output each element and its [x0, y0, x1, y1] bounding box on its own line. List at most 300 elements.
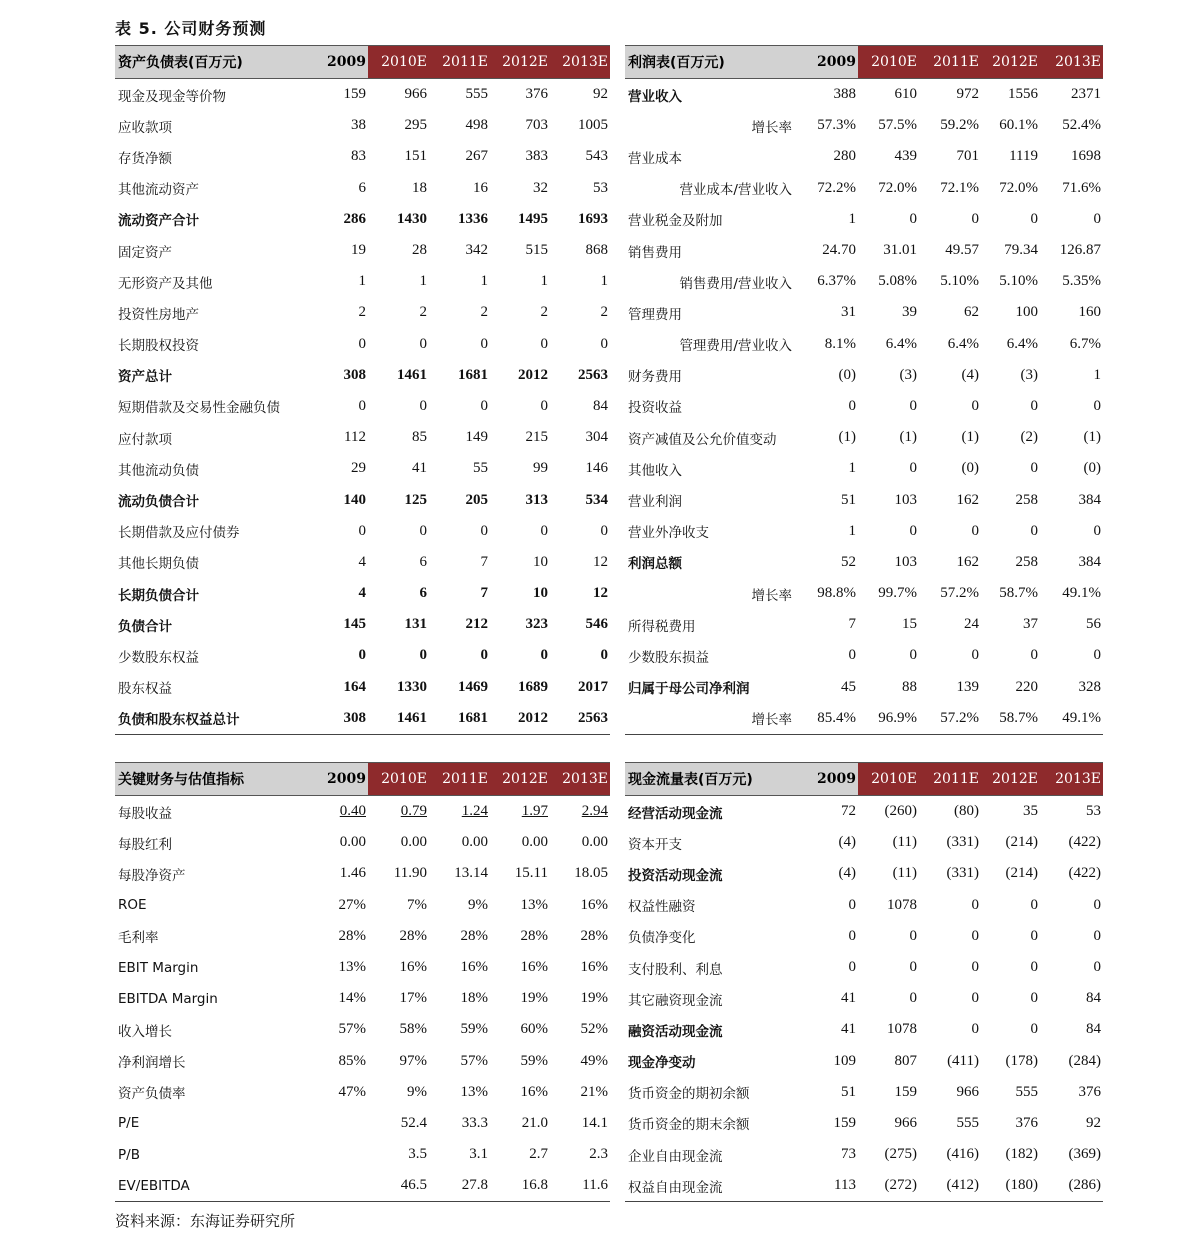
cell-text: 18% — [460, 990, 488, 1007]
cell-value — [368, 796, 429, 828]
cell-value — [305, 110, 368, 141]
cell-text: 5.10% — [999, 273, 1038, 290]
cell-value — [796, 827, 858, 858]
cell-text: 29 — [351, 460, 366, 477]
cell-text: 555 — [1015, 1083, 1038, 1100]
cell-text: 1698 — [1071, 148, 1101, 165]
cell-text: 6.4% — [885, 335, 917, 352]
cell-text: 972 — [956, 86, 979, 103]
row-label: 长期股权投资 — [118, 338, 199, 355]
cell-value — [305, 827, 368, 858]
cell-text: 38 — [351, 117, 366, 134]
cell-text: 1495 — [518, 210, 548, 227]
row-label: 归属于母公司净利润 — [628, 681, 750, 698]
cell-text: 28 — [412, 242, 427, 259]
cell-value — [981, 516, 1040, 547]
cell-text: 6.7% — [1069, 335, 1101, 352]
cell-value — [1040, 204, 1103, 235]
cell-value — [1040, 297, 1103, 328]
cell-text: 41 — [412, 460, 427, 477]
cell-text: 79.34 — [1004, 242, 1038, 259]
cell-value — [981, 983, 1040, 1014]
row-label: 资本开支 — [628, 836, 682, 853]
cell-value — [858, 703, 919, 735]
column-header-title: 资产负债表(百万元) — [115, 46, 305, 79]
column-header-year: 2012E — [490, 46, 550, 79]
cell-text: 19 — [351, 242, 366, 259]
table-row — [115, 547, 610, 578]
cell-value — [1040, 110, 1103, 141]
column-header-year: 2013E — [1040, 763, 1103, 796]
cell-text: 164 — [343, 678, 366, 695]
cell-text: (1) — [961, 429, 979, 446]
cell-text: 0 — [1093, 522, 1101, 539]
table-row — [115, 858, 610, 889]
cell-text: 15 — [902, 616, 917, 633]
cell-text: 0 — [1093, 927, 1101, 944]
cell-value — [429, 890, 490, 921]
cell-value — [490, 640, 550, 671]
table-row — [115, 921, 610, 952]
cell-text: 304 — [585, 429, 608, 446]
cell-text: (3) — [899, 366, 917, 383]
cell-value — [1040, 1014, 1103, 1045]
cell-value — [796, 1108, 858, 1139]
cell-text: 1689 — [518, 678, 548, 695]
cell-text: 51 — [841, 491, 856, 508]
cell-value — [429, 1108, 490, 1139]
column-header-year: 2009 — [796, 46, 858, 79]
cell-value — [490, 1077, 550, 1108]
column-header-year: 2013E — [550, 763, 610, 796]
cell-text: 0 — [848, 647, 856, 664]
cell-value — [1040, 329, 1103, 360]
cell-text: 0 — [848, 896, 856, 913]
row-label: 所得税费用 — [628, 618, 696, 635]
cell-value — [1040, 484, 1103, 515]
cell-value — [981, 1108, 1040, 1139]
cell-value — [796, 422, 858, 453]
cell-text: 6.37% — [817, 273, 856, 290]
cell-text: 49.1% — [1062, 709, 1101, 726]
cell-text: 10 — [533, 553, 548, 570]
cell-text: 0 — [1030, 210, 1038, 227]
cell-text: 71.6% — [1062, 179, 1101, 196]
cell-text: 11.90 — [393, 865, 427, 882]
cell-value — [305, 1014, 368, 1045]
cell-value — [796, 79, 858, 111]
cell-text: 0.40 — [339, 803, 366, 820]
cell-text: 388 — [833, 86, 856, 103]
cell-value — [429, 235, 490, 266]
cell-text: 0 — [909, 990, 917, 1007]
cell-value — [368, 1046, 429, 1077]
row-label: EBITDA Margin — [118, 990, 218, 1007]
cell-text: 2 — [540, 304, 548, 321]
cell-value — [858, 173, 919, 204]
cell-value — [1040, 79, 1103, 111]
cell-value — [550, 297, 610, 328]
cell-text: (275) — [884, 1146, 917, 1163]
row-label: 增长率 — [751, 119, 792, 136]
cell-text: 16 — [473, 179, 488, 196]
cell-text: (260) — [884, 803, 917, 820]
cell-text: 17% — [399, 990, 427, 1007]
cell-text: 85% — [338, 1052, 366, 1069]
cell-value — [550, 235, 610, 266]
cell-value — [981, 858, 1040, 889]
cell-text: (80) — [954, 803, 979, 820]
row-label: 管理费用 — [628, 306, 682, 323]
cell-text: 160 — [1078, 304, 1101, 321]
cell-text: 2012 — [518, 366, 548, 383]
cell-text: 27.8 — [461, 1177, 488, 1194]
table-row — [115, 110, 610, 141]
cell-value — [1040, 703, 1103, 735]
cell-value — [490, 609, 550, 640]
column-header-year: 2012E — [981, 763, 1040, 796]
cell-value — [1040, 578, 1103, 609]
cell-value — [981, 266, 1040, 297]
cell-text: 376 — [1078, 1083, 1101, 1100]
cell-value — [919, 703, 981, 735]
cell-value — [368, 1077, 429, 1108]
row-label: 营业税金及附加 — [628, 213, 723, 230]
cell-text: 88 — [902, 678, 917, 695]
table-row — [625, 297, 1103, 328]
cell-text: 1078 — [887, 1021, 917, 1038]
cell-value — [368, 79, 429, 111]
table-row — [625, 858, 1103, 889]
cell-text: 703 — [525, 117, 548, 134]
cell-text: 9% — [468, 896, 488, 913]
cell-text: 45 — [841, 678, 856, 695]
cell-value — [490, 1108, 550, 1139]
cell-text: 113 — [834, 1177, 856, 1194]
row-label: 财务费用 — [628, 369, 682, 386]
cell-value — [305, 1077, 368, 1108]
cell-value — [796, 796, 858, 828]
row-label: 融资活动现金流 — [628, 1023, 723, 1040]
cell-value — [550, 141, 610, 172]
cell-value — [858, 266, 919, 297]
row-label: P/E — [118, 1115, 140, 1132]
cell-value — [368, 609, 429, 640]
cell-text: (412) — [946, 1177, 979, 1194]
cell-value — [1040, 983, 1103, 1014]
cell-text: 868 — [585, 242, 608, 259]
cell-text: 85 — [412, 429, 427, 446]
cell-value — [1040, 1108, 1103, 1139]
cell-value — [305, 484, 368, 515]
cell-text: 16% — [580, 896, 608, 913]
cell-text: 32 — [533, 179, 548, 196]
row-label: 每股红利 — [118, 836, 172, 853]
cell-value — [796, 640, 858, 671]
cell-text: 0 — [848, 397, 856, 414]
cell-text: 18 — [412, 179, 427, 196]
table-row — [115, 827, 610, 858]
cell-value — [858, 453, 919, 484]
cell-value — [429, 297, 490, 328]
cell-value — [429, 796, 490, 828]
row-label: 管理费用/营业收入 — [679, 338, 792, 355]
cell-value — [981, 79, 1040, 111]
cell-value — [919, 266, 981, 297]
cell-text: 0 — [909, 210, 917, 227]
cell-value — [858, 360, 919, 391]
cell-value — [305, 360, 368, 391]
cell-value — [550, 79, 610, 111]
row-label: 资产减值及公允价值变动 — [628, 431, 777, 448]
cell-text: 0 — [600, 647, 608, 664]
cell-text: 1 — [848, 210, 856, 227]
cell-text: 215 — [525, 429, 548, 446]
cell-value — [981, 235, 1040, 266]
cell-text: 13% — [520, 896, 548, 913]
table-row — [625, 453, 1103, 484]
cell-value — [490, 952, 550, 983]
cell-text: 15.11 — [514, 865, 548, 882]
row-label: 权益性融资 — [628, 899, 696, 916]
cell-text: 109 — [833, 1052, 856, 1069]
cell-value — [429, 921, 490, 952]
cell-value — [550, 672, 610, 703]
cell-value — [1040, 952, 1103, 983]
cell-value — [490, 1014, 550, 1045]
cell-text: 0 — [1093, 896, 1101, 913]
cell-value — [490, 391, 550, 422]
cell-text: 0 — [1030, 1021, 1038, 1038]
cell-text: 84 — [1086, 1021, 1101, 1038]
cell-value — [858, 297, 919, 328]
cell-value — [490, 484, 550, 515]
cell-value — [981, 297, 1040, 328]
cell-value — [1040, 827, 1103, 858]
cell-text: 701 — [956, 148, 979, 165]
cell-text: 53 — [593, 179, 608, 196]
cell-value — [490, 1170, 550, 1202]
cell-value — [305, 453, 368, 484]
cell-value — [858, 1046, 919, 1077]
cell-value — [550, 952, 610, 983]
cell-value — [919, 827, 981, 858]
cell-text: 546 — [585, 616, 608, 633]
cell-text: 92 — [593, 86, 608, 103]
cell-value — [919, 453, 981, 484]
table-row — [625, 484, 1103, 515]
cell-value — [796, 329, 858, 360]
cell-text: 0 — [419, 647, 427, 664]
table-row — [115, 1170, 610, 1202]
cell-value — [858, 422, 919, 453]
cell-text: 0 — [540, 647, 548, 664]
cell-value — [305, 79, 368, 111]
cell-value — [429, 329, 490, 360]
cell-value — [796, 1139, 858, 1170]
cell-value — [1040, 1139, 1103, 1170]
cell-value — [305, 266, 368, 297]
cell-value — [490, 796, 550, 828]
table-row — [625, 609, 1103, 640]
cell-value — [429, 578, 490, 609]
cell-value — [858, 391, 919, 422]
cell-value — [981, 1077, 1040, 1108]
table-row — [625, 983, 1103, 1014]
cell-value — [368, 453, 429, 484]
cell-value — [981, 360, 1040, 391]
cell-text: 151 — [404, 148, 427, 165]
cell-value — [919, 484, 981, 515]
cell-text: 1 — [600, 273, 608, 290]
cell-value — [490, 890, 550, 921]
cell-text: 7 — [848, 616, 856, 633]
cell-text: 8.1% — [824, 335, 856, 352]
row-label: 货币资金的期初余额 — [628, 1086, 750, 1103]
cell-value — [550, 827, 610, 858]
cell-value — [796, 1077, 858, 1108]
cell-text: 0 — [971, 210, 979, 227]
cell-value — [490, 422, 550, 453]
row-label: 固定资产 — [118, 244, 172, 261]
cell-value — [368, 204, 429, 235]
cell-text: 342 — [465, 242, 488, 259]
cell-text: 2012 — [518, 709, 548, 726]
cell-value — [305, 921, 368, 952]
cell-value — [305, 1170, 368, 1202]
cell-text: 58.7% — [999, 709, 1038, 726]
cell-text: 49.1% — [1062, 585, 1101, 602]
column-header-title: 利润表(百万元) — [625, 46, 796, 79]
cell-value — [305, 422, 368, 453]
cell-value — [490, 516, 550, 547]
cell-text: 162 — [956, 553, 979, 570]
cell-text: 0.79 — [400, 803, 427, 820]
cell-value — [429, 391, 490, 422]
cell-value — [981, 110, 1040, 141]
cell-text: 72.2% — [817, 179, 856, 196]
cell-text: 51 — [841, 1083, 856, 1100]
row-label: 收入增长 — [118, 1023, 172, 1040]
row-label: 营业成本/营业收入 — [679, 182, 792, 199]
cell-text: 1461 — [397, 709, 427, 726]
row-label: 资产负债率 — [118, 1086, 186, 1103]
column-header-year: 2011E — [919, 763, 981, 796]
table-row — [115, 609, 610, 640]
cell-value — [550, 640, 610, 671]
table-row — [115, 516, 610, 547]
cell-text: 2 — [419, 304, 427, 321]
cell-value — [919, 1139, 981, 1170]
cell-value — [1040, 1046, 1103, 1077]
cell-text: 0 — [1093, 397, 1101, 414]
cell-text: 0 — [909, 927, 917, 944]
cell-value — [490, 921, 550, 952]
row-label: 流动资产合计 — [118, 213, 199, 230]
cell-text: 308 — [343, 366, 366, 383]
cell-text: 28% — [338, 927, 366, 944]
table-row — [625, 827, 1103, 858]
cell-value — [1040, 422, 1103, 453]
table-row — [625, 1046, 1103, 1077]
cell-text: 84 — [1086, 990, 1101, 1007]
cell-value — [305, 858, 368, 889]
cell-value — [368, 360, 429, 391]
row-label: 增长率 — [625, 703, 796, 735]
cell-value — [919, 952, 981, 983]
cell-value — [919, 329, 981, 360]
cell-value — [429, 141, 490, 172]
cell-value — [981, 204, 1040, 235]
cell-value — [1040, 516, 1103, 547]
row-label: 其他收入 — [628, 462, 682, 479]
cell-value — [981, 672, 1040, 703]
cell-value — [429, 79, 490, 111]
cell-text: 13% — [338, 959, 366, 976]
cell-value — [429, 173, 490, 204]
cell-value — [368, 329, 429, 360]
cell-text: 6 — [358, 179, 366, 196]
cell-text: 280 — [833, 148, 856, 165]
cell-text: 286 — [343, 210, 366, 227]
cell-text: 159 — [343, 86, 366, 103]
table-row — [115, 1077, 610, 1108]
column-header-year: 2013E — [1040, 46, 1103, 79]
cell-value — [429, 1046, 490, 1077]
table-row — [115, 1046, 610, 1077]
cell-text: 73 — [841, 1146, 856, 1163]
table-row — [115, 890, 610, 921]
table-row — [625, 516, 1103, 547]
cell-value — [305, 297, 368, 328]
row-label: 销售费用/营业收入 — [679, 275, 792, 292]
column-header-year: 2011E — [429, 763, 490, 796]
cell-text: 1.46 — [339, 865, 366, 882]
cell-value — [796, 858, 858, 889]
cell-value — [368, 141, 429, 172]
cell-value — [550, 578, 610, 609]
row-label: 净利润增长 — [118, 1055, 186, 1072]
cell-value — [981, 952, 1040, 983]
cell-text: 41 — [841, 990, 856, 1007]
row-label: P/B — [118, 1146, 140, 1163]
cell-text: 0 — [971, 959, 979, 976]
row-label: 股东权益 — [118, 681, 172, 698]
cell-text: 610 — [894, 86, 917, 103]
cell-value — [796, 890, 858, 921]
cell-text: 0 — [971, 1021, 979, 1038]
cell-text: 0.00 — [521, 834, 548, 851]
cell-text: (11) — [892, 834, 917, 851]
cell-text: 0 — [909, 397, 917, 414]
cell-text: 1681 — [458, 366, 488, 383]
cell-value — [796, 266, 858, 297]
cell-value — [490, 453, 550, 484]
row-label: 营业收入 — [628, 88, 682, 105]
cell-value — [550, 516, 610, 547]
cell-value — [490, 79, 550, 111]
cell-value — [858, 1014, 919, 1045]
cell-value — [490, 1139, 550, 1170]
cell-value — [1040, 890, 1103, 921]
table-row — [115, 235, 610, 266]
column-header-year: 2009 — [796, 763, 858, 796]
cell-value — [550, 703, 610, 735]
row-label: 少数股东损益 — [628, 649, 709, 666]
table-row — [625, 141, 1103, 172]
table-row — [115, 578, 610, 609]
cell-text: 1 — [848, 460, 856, 477]
